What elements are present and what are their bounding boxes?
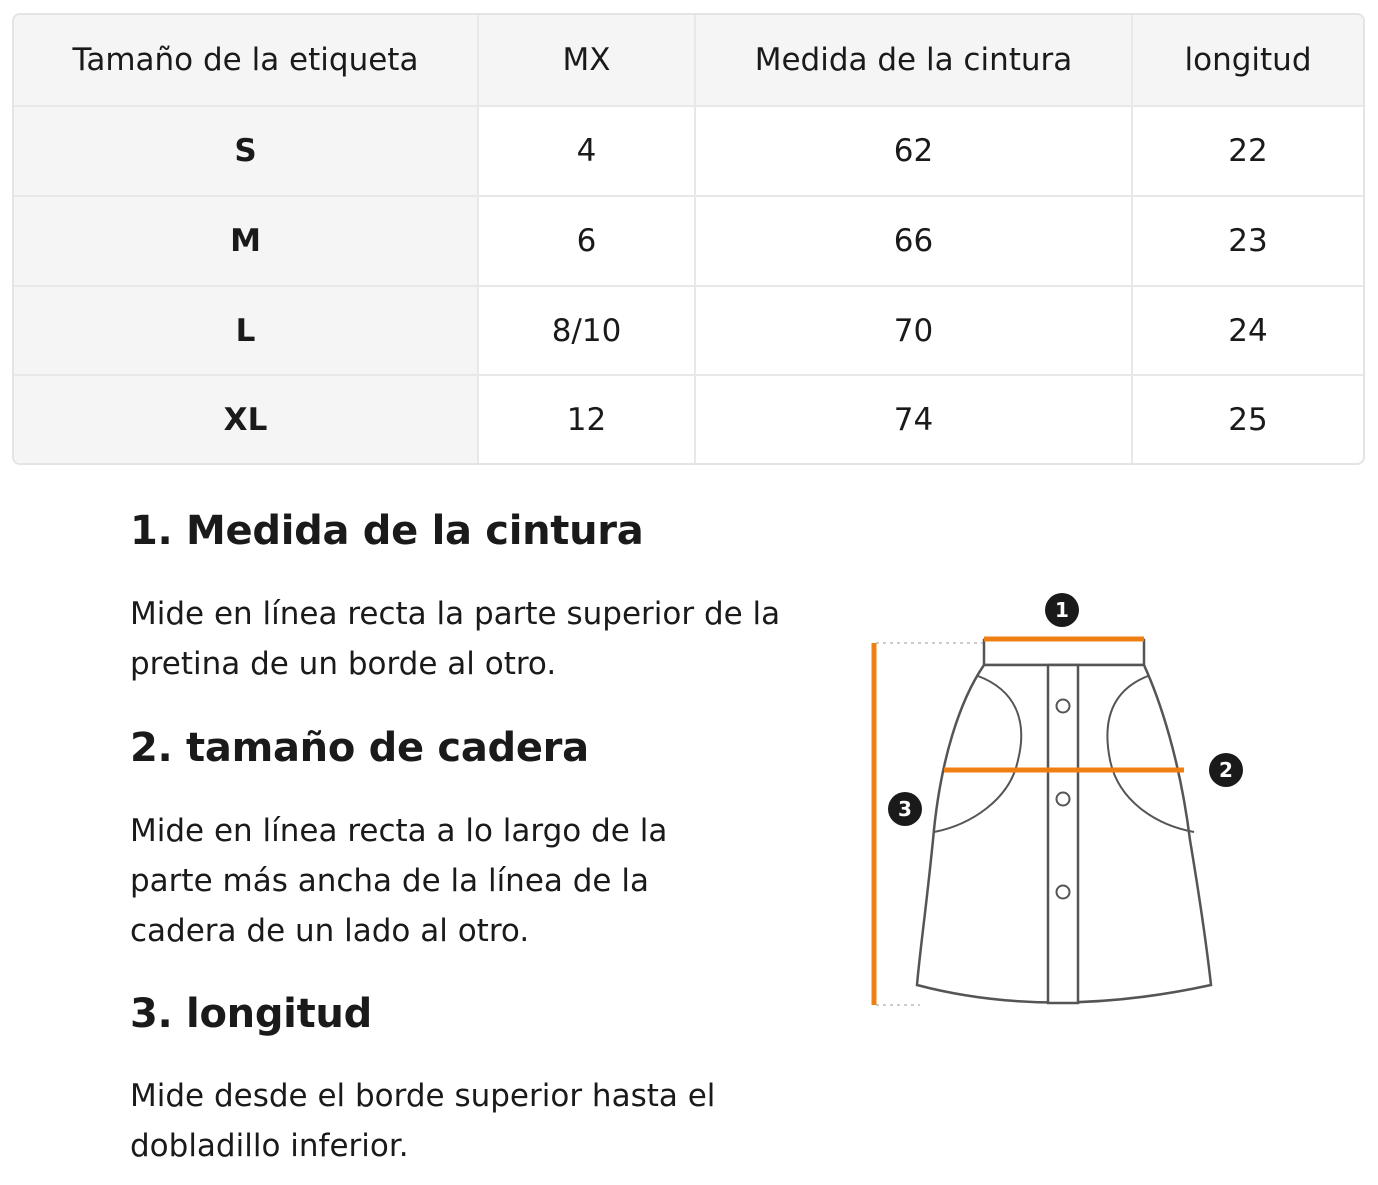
badge-2-label: 2	[1219, 758, 1233, 782]
size-cell: M	[14, 196, 478, 286]
button-icon	[1057, 700, 1070, 713]
mx-cell: 6	[478, 196, 695, 286]
badge-1-label: 1	[1055, 598, 1069, 622]
mx-cell: 12	[478, 375, 695, 463]
skirt-measurement-diagram-icon	[850, 580, 1250, 1050]
waist-cell: 74	[695, 375, 1132, 463]
size-table	[14, 15, 1363, 463]
waist-heading: 1. Medida de la cintura	[130, 508, 644, 554]
waist-cell: 62	[695, 106, 1132, 196]
size-chart-table	[12, 13, 1365, 465]
length-description: Mide desde el borde superior hasta el dobladillo inferior.	[130, 1078, 716, 1164]
length-heading: 3. longitud	[130, 991, 372, 1037]
waist-description: Mide en línea recta la parte superior de la pretina de un borde al otro.	[130, 596, 781, 682]
waist-cell: 70	[695, 286, 1132, 376]
hip-description: Mide en línea recta a lo largo de la parte más ancha de la línea de la cadera de un lado al otro.	[130, 813, 668, 949]
waist-cell: 66	[695, 196, 1132, 286]
header-length: longitud	[1132, 15, 1363, 106]
waistband-shape	[984, 640, 1144, 665]
size-cell: L	[14, 286, 478, 376]
hip-heading: 2. tamaño de cadera	[130, 725, 589, 771]
size-cell: S	[14, 106, 478, 196]
table-header-row	[14, 15, 1363, 106]
button-icon	[1057, 793, 1070, 806]
table-row	[14, 196, 1363, 286]
length-cell: 23	[1132, 196, 1363, 286]
length-cell: 24	[1132, 286, 1363, 376]
badge-3-label: 3	[898, 797, 912, 821]
badge-1-icon	[1045, 593, 1079, 627]
badge-3-icon	[888, 792, 922, 826]
button-placket-shape	[1048, 665, 1078, 1003]
mx-cell: 8/10	[478, 286, 695, 376]
skirt-diagram	[850, 580, 1250, 1050]
size-cell: XL	[14, 375, 478, 463]
length-cell: 25	[1132, 375, 1363, 463]
badge-2-icon	[1209, 753, 1243, 787]
table-row	[14, 375, 1363, 463]
mx-cell: 4	[478, 106, 695, 196]
header-mx: MX	[478, 15, 695, 106]
header-label-size: Tamaño de la etiqueta	[14, 15, 478, 106]
table-row	[14, 286, 1363, 376]
header-waist: Medida de la cintura	[695, 15, 1132, 106]
button-icon	[1057, 886, 1070, 899]
length-cell: 22	[1132, 106, 1363, 196]
table-row	[14, 106, 1363, 196]
